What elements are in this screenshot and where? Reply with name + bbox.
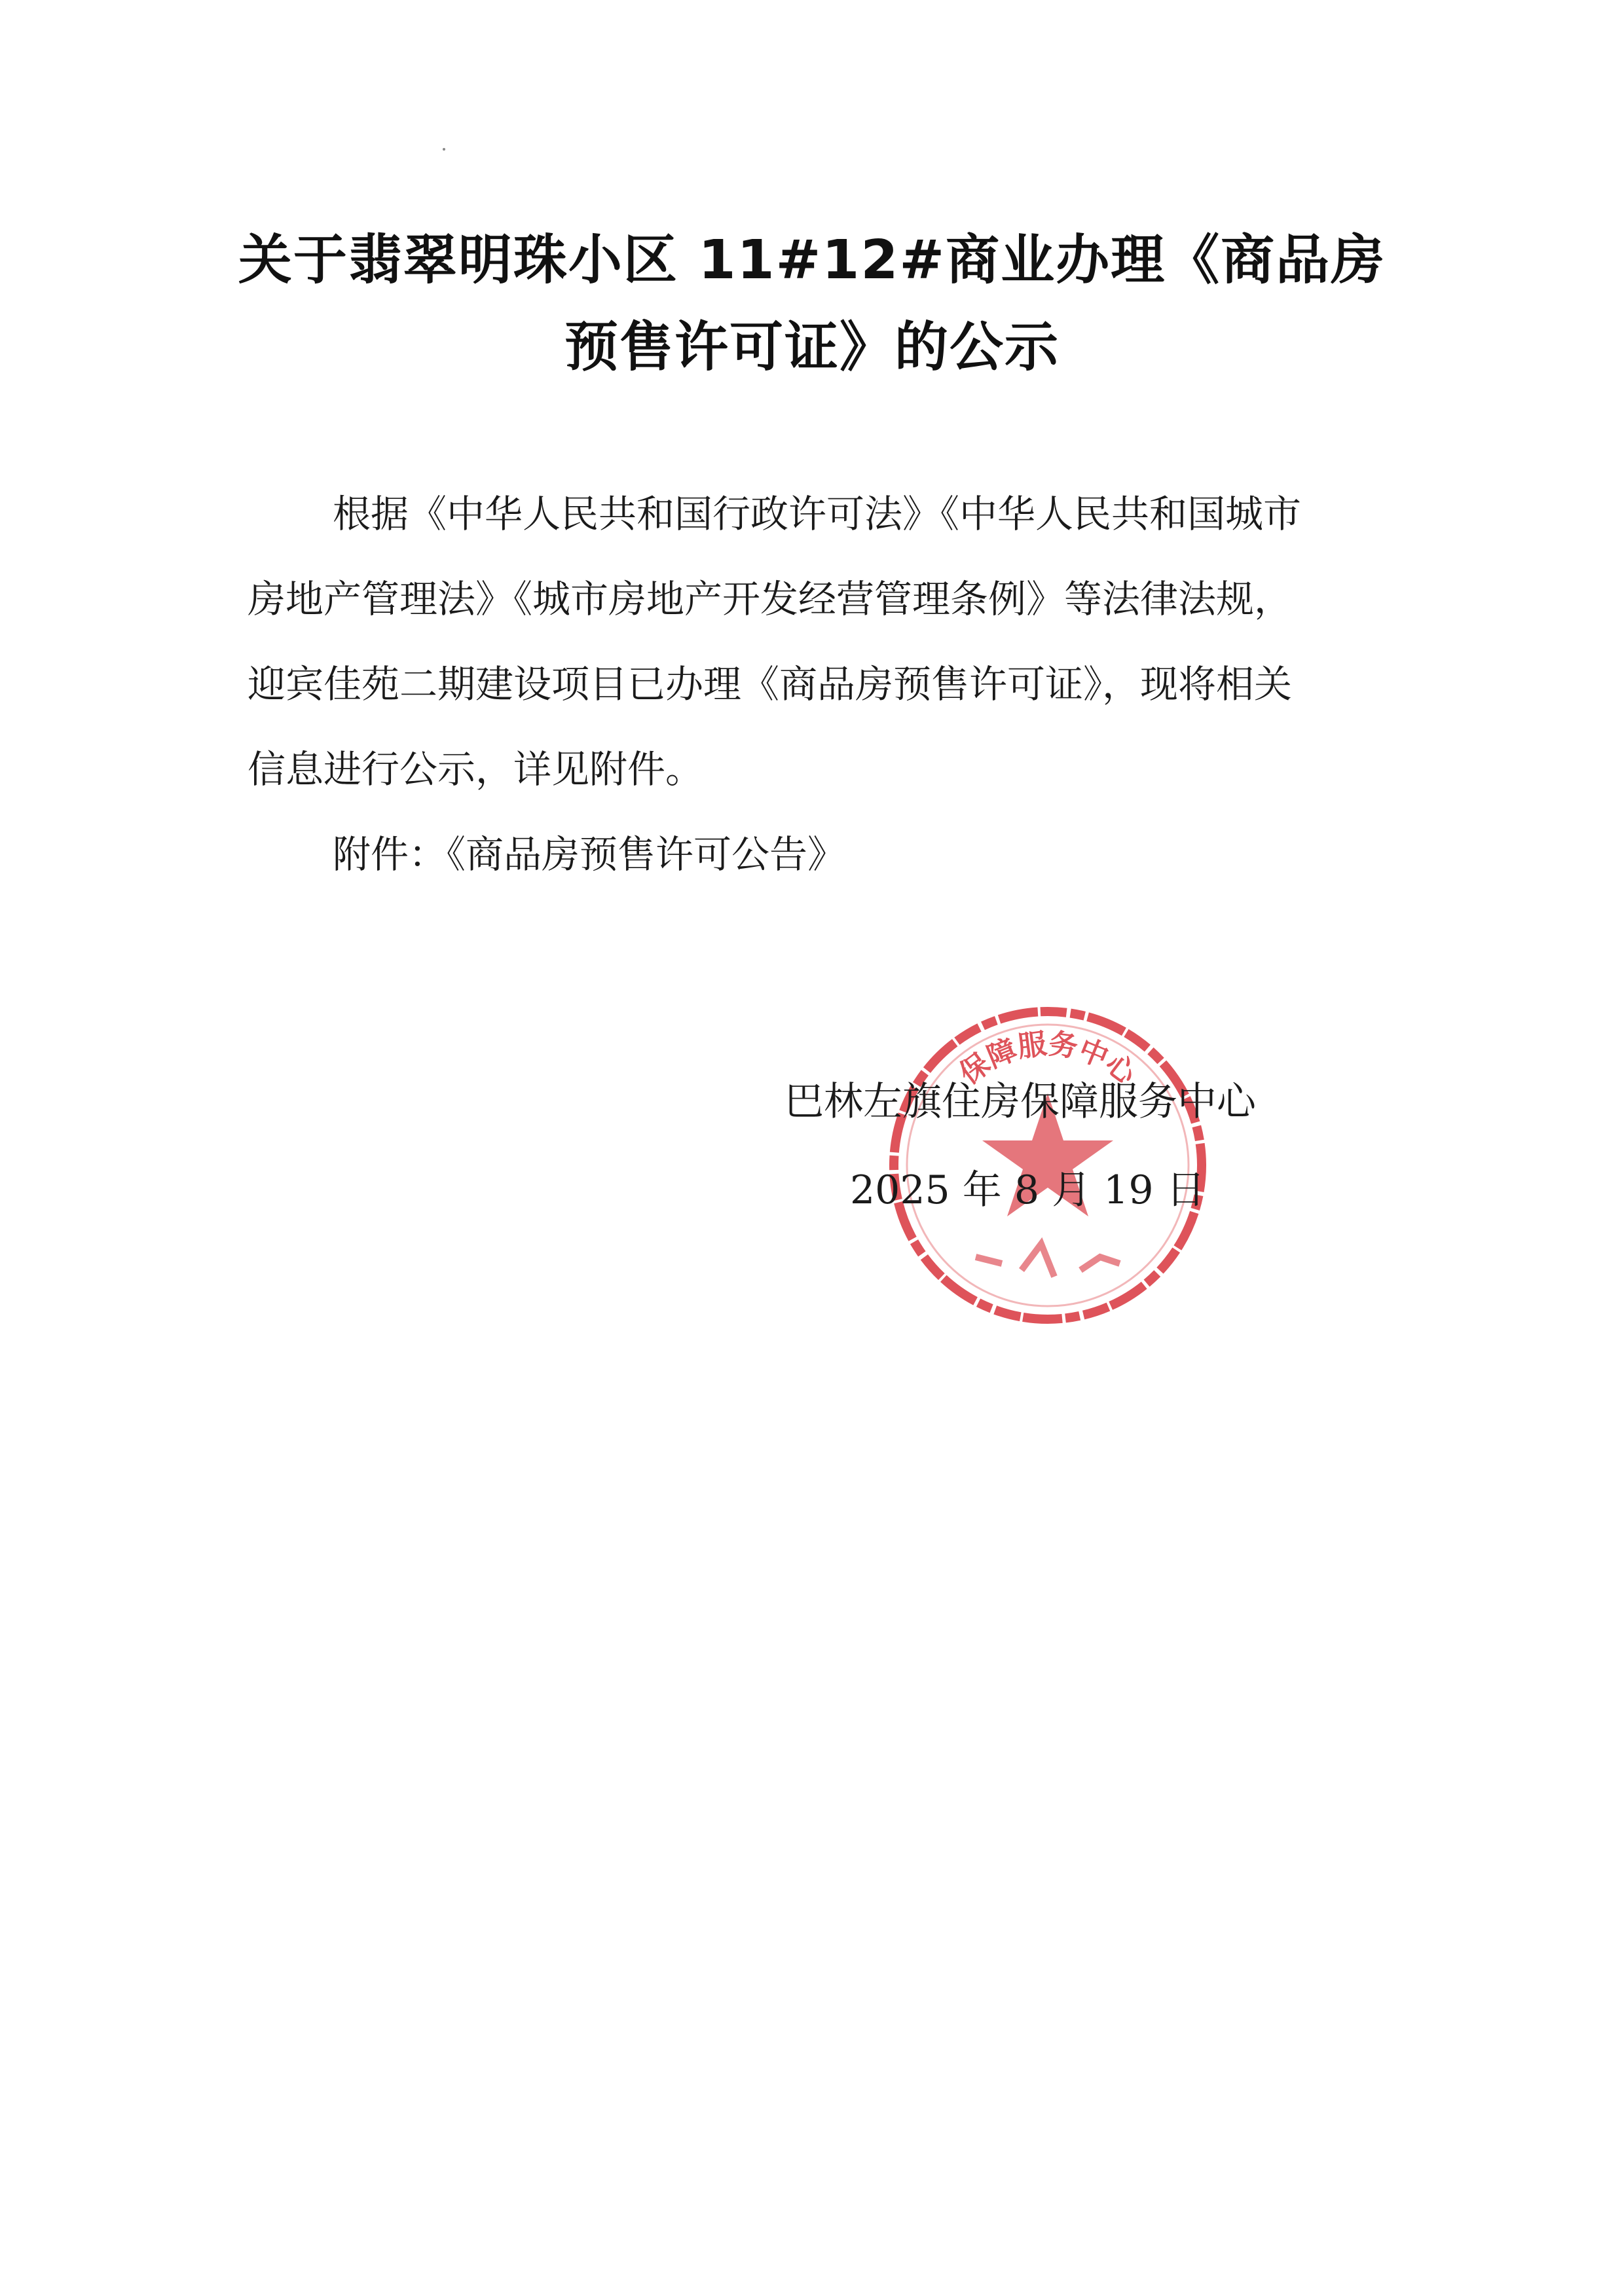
- body-line-2: 房地产管理法》《城市房地产开发经营管理条例》等法律法规，: [248, 577, 1293, 621]
- title-line-2: 预售许可证》的公示: [564, 316, 1060, 378]
- attachment-line: 附件：《商品房预售许可公告》: [333, 832, 846, 877]
- body-line-4: 信息进行公示，详见附件。: [248, 747, 704, 792]
- signature-date: 2025 年 8 月 19 日: [850, 1167, 1206, 1213]
- body-line-1: 根据《中华人民共和国行政许可法》《中华人民共和国城市: [333, 492, 1302, 536]
- title-line-1: 关于翡翠明珠小区 11#12#商业办理《商品房: [238, 229, 1386, 291]
- signature-organization: 巴林左旗住房保障服务中心: [784, 1079, 1256, 1125]
- body-paragraph: [248, 471, 1380, 812]
- seal-text: 保障服务中心: [953, 1027, 1143, 1091]
- scan-speck: [443, 148, 445, 151]
- body-line-3: 迎宾佳苑二期建设项目已办理《商品房预售许可证》，现将相关: [248, 662, 1293, 706]
